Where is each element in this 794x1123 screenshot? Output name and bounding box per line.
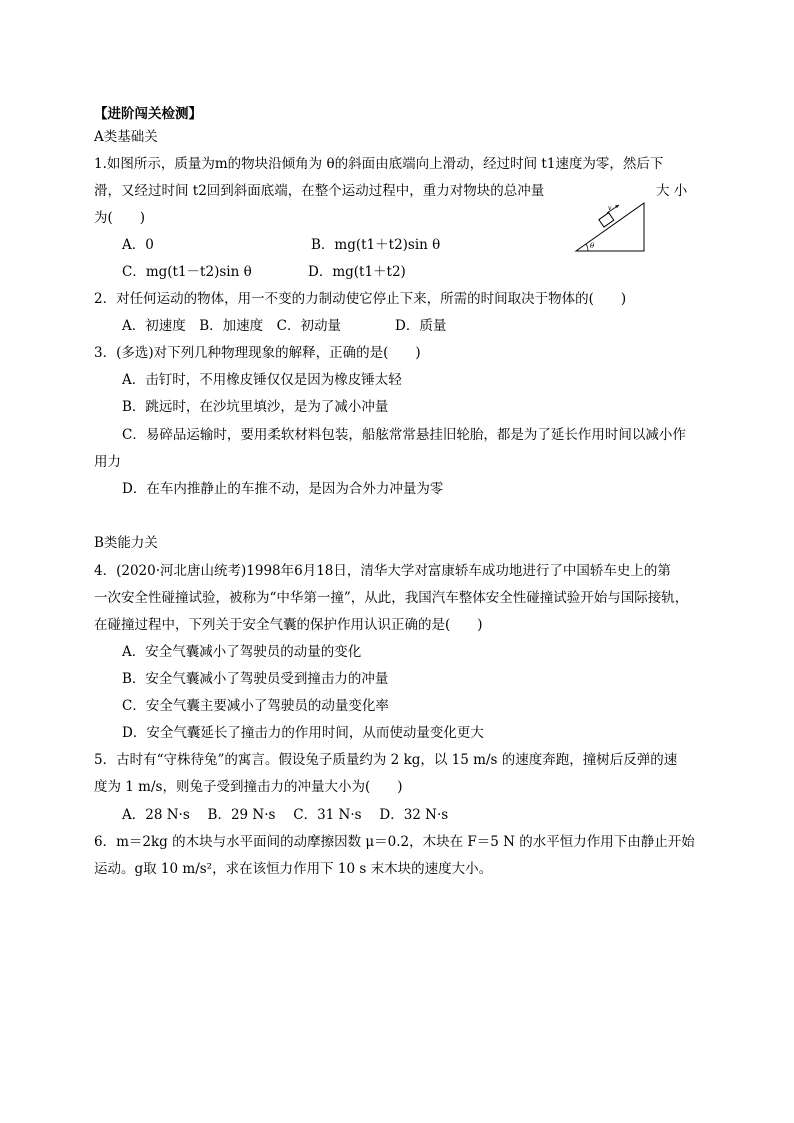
incline-diagram	[574, 201, 648, 253]
q4-option-d: D．安全气囊延长了撞击力的作用时间，从而使动量变化更大	[122, 725, 484, 741]
q4-option-c: C．安全气囊主要减小了驾驶员的动量变化率	[122, 698, 389, 714]
q1-line2: 滑，又经过时间 t2回到斜面底端，在整个运动过程中，重力对物块的总冲量	[94, 183, 545, 199]
q1-line3: 为( )	[94, 210, 146, 226]
section-title: 【进阶闯关检测】	[94, 106, 202, 122]
q4-line3: 在碰撞过程中，下列关于安全气囊的保护作用认识正确的是( )	[94, 617, 483, 633]
q5-line1: 5．古时有“守株待兔”的寓言。假设兔子质量约为 2 kg，以 15 m/s 的速度奔跑，撞树后反弹的速	[94, 752, 678, 768]
q3-option-d: D．在车内推静止的车推不动，是因为合外力冲量为零	[122, 481, 444, 497]
q2-line1: 2．对任何运动的物体，用一不变的力制动使它停止下来，所需的时间取决于物体的( )	[94, 291, 627, 307]
q2-options: A．初速度 B．加速度 C．初动量 D．质量	[122, 318, 447, 334]
q4-option-b: B．安全气囊减小了驾驶员受到撞击力的冲量	[122, 671, 389, 687]
q4-line2: 一次安全性碰撞试验，被称为“中华第一撞”，从此，我国汽车整体安全性碰撞试验开始与国际接轨，	[94, 590, 689, 606]
part-b-heading: B类能力关	[94, 535, 158, 551]
q1-option-c: C．mg(t1－t2)sin θ	[122, 264, 252, 280]
q1-line2-tail: 大 小	[656, 183, 688, 199]
q1-option-b: B．mg(t1＋t2)sin θ	[311, 237, 441, 253]
q1-line1: 1.如图所示，质量为m的物块沿倾角为 θ的斜面由底端向上滑动，经过时间 t1速度为零，然后下	[94, 156, 664, 172]
q6-line2: 运动。g取 10 m/s²，求在该恒力作用下 10 s 末木块的速度大小。	[94, 861, 493, 877]
q4-option-a: A．安全气囊减小了驾驶员的动量的变化	[122, 644, 362, 660]
q3-option-c-line1: C．易碎品运输时，要用柔软材料包装，船舷常常悬挂旧轮胎，都是为了延长作用时间以减小作	[122, 427, 686, 443]
q3-line1: 3．(多选)对下列几种物理现象的解释，正确的是( )	[94, 345, 421, 361]
q3-option-a: A．击钉时，不用橡皮锤仅仅是因为橡皮锤太轻	[122, 372, 402, 388]
angle-label: θ	[590, 242, 595, 250]
q1-option-a: A．0	[122, 237, 154, 253]
q4-line1: 4．(2020·河北唐山统考)1998年6月18日，清华大学对富康轿车成功地进行了中国轿车史上的第	[94, 563, 671, 579]
q5-options: A．28 N·s B．29 N·s C．31 N·s D．32 N·s	[122, 807, 449, 823]
q1-option-d: D．mg(t1＋t2)	[308, 264, 406, 280]
block	[599, 213, 614, 227]
q3-option-c-line2: 用力	[94, 454, 121, 470]
q5-line2: 度为 1 m/s，则兔子受到撞击力的冲量大小为( )	[94, 779, 403, 795]
q6-line1: 6．m＝2kg 的木块与水平面间的动摩擦因数 μ＝0.2，木块在 F＝5 N 的水平恒力作用下由静止开始	[94, 834, 695, 850]
part-a-heading: A类基础关	[94, 129, 158, 145]
q3-option-b: B．跳远时，在沙坑里填沙，是为了减小冲量	[122, 399, 389, 415]
angle-arc	[586, 244, 588, 251]
velocity-label: v	[608, 205, 612, 212]
